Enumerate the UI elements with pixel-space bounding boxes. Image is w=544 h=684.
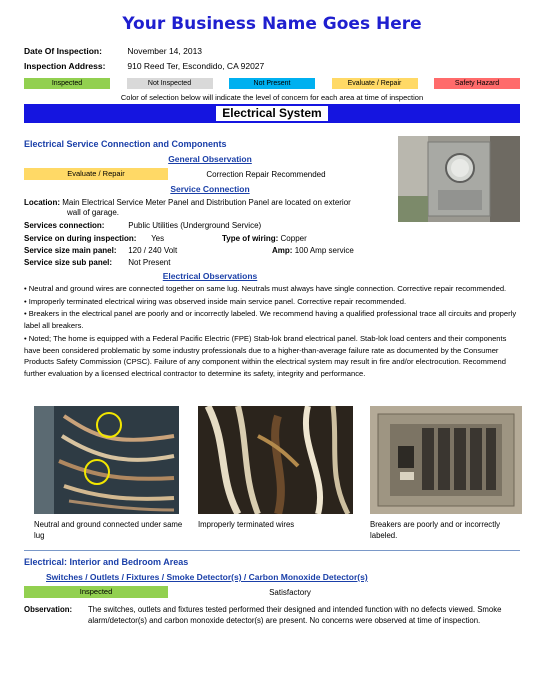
connections-label: Services connection: [24,221,105,230]
inspection-address-row [24,61,264,71]
location-value-line2: wall of garage. [67,208,120,217]
amp-field [272,246,354,255]
location-value: Main Electrical Service Meter Panel and Distribution Panel are located on exterior [62,198,351,207]
location-label: Location: [24,198,60,207]
services-connection-field [24,221,261,230]
service-size-sub-field [24,258,170,267]
interior-section-title: Electrical: Interior and Bedroom Areas [24,557,189,567]
electrical-observations-heading: Electrical Observations [162,271,258,281]
bullet-breaker-labels: • Breakers in the electrical panel are poorly and or incorrectly labeled. We recommend having a qualified professional trace all circuits and properly label all breakers. [24,309,517,331]
service-on-field [24,234,164,243]
bullet-fpe-panel: • Noted; The home is equipped with a Federal Pacific Electric (FPE) Stab-lok brand electrical panel. Stab-lok load centers and their components have been considered problematic by some industry professionals due to a higher-than-average failure rate as documented by the Consumer Products Safety Commission (CPSC). Failure of any component within the electrical system may result in fire and/or electrocution. Recommend further evaluation by a licensed electrical contractor to determine its safety, integrity and performance. [24,333,507,378]
system-title: Electrical System [216,106,327,121]
bullet-improper-wiring: • Improperly terminated electrical wiring was observed inside main service panel. Corrective repair recommended. [24,296,407,306]
legend-safety-hazard: Safety Hazard [434,78,520,89]
bullet-neutral-ground: • Neutral and ground wires are connected together on same lug. Neutrals must always have single connection. Corrective repair recommended. [24,284,507,293]
general-observation-heading: General Observation [168,154,252,164]
date-label: Date Of Inspection: [24,46,102,56]
photo-breaker-labels [370,406,522,514]
meter-photo [398,136,520,222]
caption-neutral-ground: Neutral and ground connected under same lug [34,520,183,540]
observation-text: The switches, outlets and fixtures tested performed their designed and intended function with no defects viewed. Smoke alarm/detector(s) and carbon monoxide detector(s) are present. No concerns were observed at time of inspection. [88,605,502,625]
wiring-field [222,234,307,243]
observation-bullets [24,283,524,381]
caption-improper-wires: Improperly terminated wires [198,520,295,529]
location-field [24,197,396,208]
photo-improper-wires [198,406,353,514]
address-value: 910 Reed Ter, Escondido, CA 92027 [127,61,265,71]
section-divider [24,550,520,551]
legend-inspected: Inspected [24,78,110,89]
legend-note: Color of selection below will indicate the level of concern for each area at time of inspection [120,93,424,102]
rating-legend [24,78,520,89]
business-name: Your Business Name Goes Here [122,14,422,34]
photo-neutral-ground [34,406,179,514]
wiring-label: Type of wiring: [222,234,279,243]
amp-value: 100 Amp service [294,246,354,255]
size-main-label: Service size main panel: [24,246,117,255]
service-section-title: Electrical Service Connection and Components [24,139,227,149]
legend-evaluate-repair: Evaluate / Repair [332,78,418,89]
service-size-main-field [24,246,177,255]
address-label: Inspection Address: [24,61,106,71]
service-on-label: Service on during inspection: [24,234,137,243]
observation-label: Observation: [24,605,73,614]
inspection-date-row [24,46,202,56]
interior-subtitle: Switches / Outlets / Fixtures / Smoke Detector(s) / Carbon Monoxide Detector(s) [46,572,368,582]
connections-value: Public Utilities (Underground Service) [128,221,262,230]
service-connection-heading: Service Connection [170,184,250,194]
service-rating-text: Correction Repair Recommended [206,170,326,179]
wiring-value: Copper [280,234,307,243]
size-sub-label: Service size sub panel: [24,258,113,267]
date-value: November 14, 2013 [127,46,203,56]
amp-label: Amp: [272,246,293,255]
legend-not-present: Not Present [229,78,315,89]
size-main-value: 120 / 240 Volt [128,246,178,255]
legend-not-inspected: Not Inspected [127,78,213,89]
size-sub-value: Not Present [128,258,171,267]
service-rating-badge: Evaluate / Repair [24,168,168,180]
service-on-value: Yes [151,234,165,243]
system-title-bar [24,104,520,123]
caption-breaker-labels: Breakers are poorly and or incorrectly labeled. [370,520,501,540]
interior-rating-text: Satisfactory [269,588,311,597]
interior-rating-badge: Inspected [24,586,168,598]
